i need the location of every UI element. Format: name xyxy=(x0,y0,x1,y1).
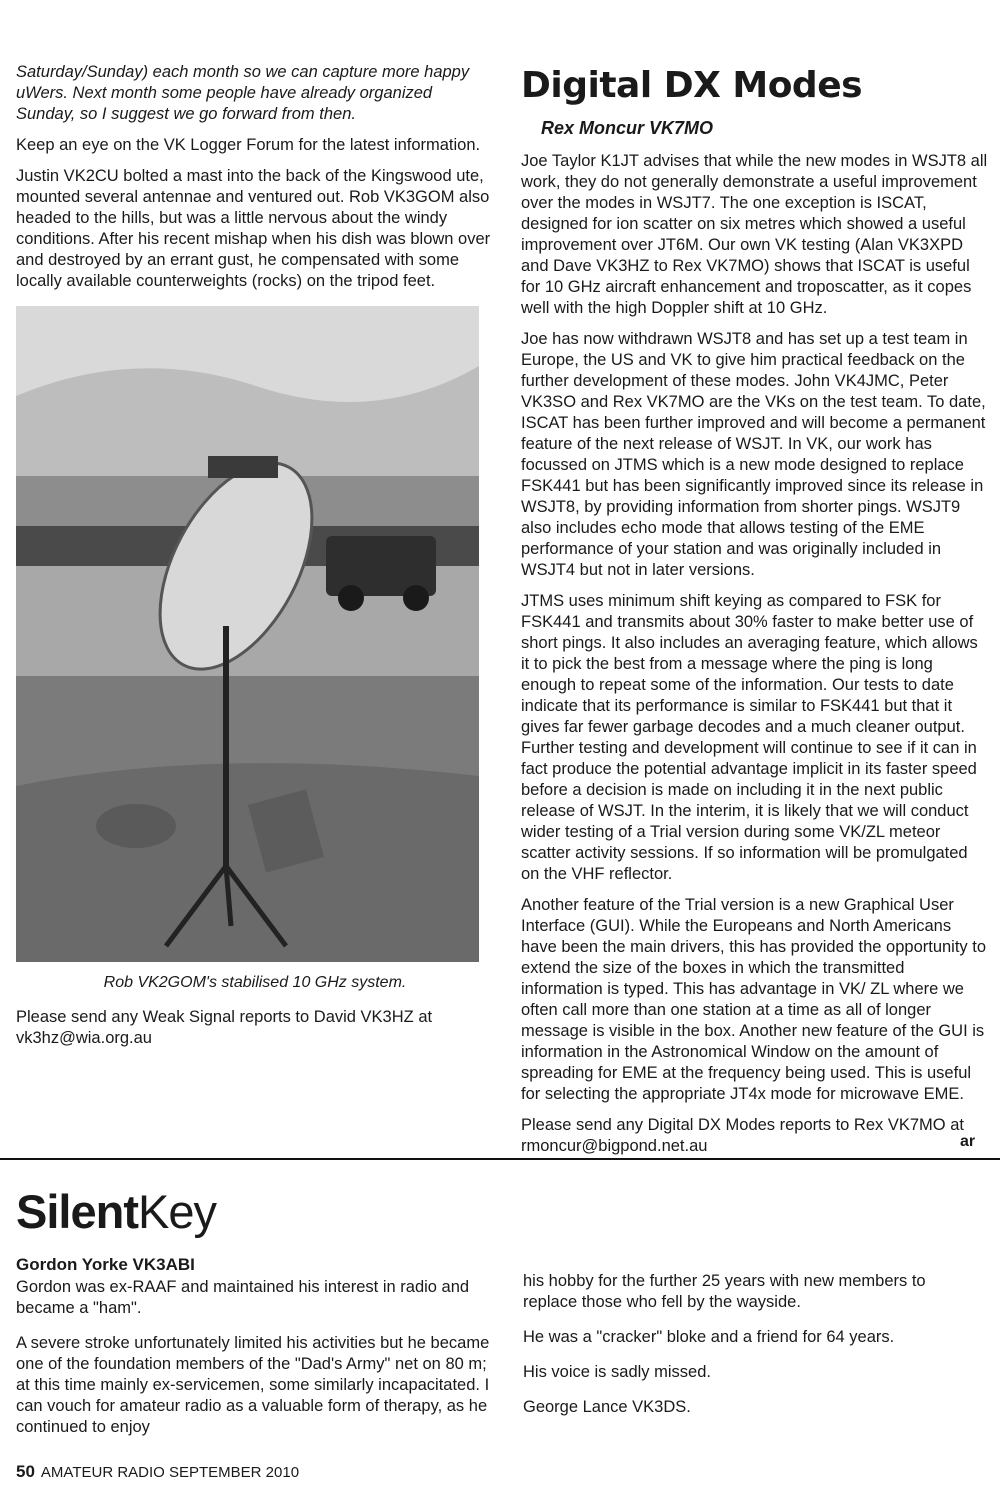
paragraph: Gordon was ex-RAAF and maintained his interest in radio and became a "ham". xyxy=(16,1278,470,1317)
photo-caption: Rob VK2GOM's stabilised 10 GHz system. xyxy=(103,974,407,991)
page-footer xyxy=(16,1462,299,1482)
paragraph: Joe has now withdrawn WSJT8 and has set up a test team in Europe, the US and VK to give him practical feedback on the further development of these modes. John VK4JMC, Peter VK3SO and Rex VK7MO are the VKs on the test team. To date, ISCAT has been further improved and will become a permanent feature of the next release of WSJT. In VK, our work has focussed on JTMS which is a new mode designed to replace FSK441 but has been significantly improved since its release in WSJT8, by providing information from shorter pings. WSJT9 also includes echo mode that allows testing of the EME performance of your station and was originally included in WSJT4 but not in later versions. xyxy=(521,330,986,579)
paragraph: He was a "cracker" bloke and a friend for 64 years. xyxy=(523,1328,895,1346)
right-column xyxy=(521,62,989,1167)
intro-paragraph: Saturday/Sunday) each month so we can capture more happy uWers. Next month some people have already organized Sunday, so I suggest we go forward from then. xyxy=(16,63,470,123)
paragraph: George Lance VK3DS. xyxy=(523,1398,691,1416)
photo-dish-antenna xyxy=(16,306,479,962)
heading-light: Key xyxy=(137,1185,216,1238)
paragraph: Joe Taylor K1JT advises that while the new modes in WSJT8 all work, they do not generally demonstrate a useful improvement over the modes in WSJT7. The one exception is ISCAT, designed for ion scatter on six metres which showed a useful improvement over JT6M. Our own VK testing (Alan VK3XPD and Dave VK3HZ to Rex VK7MO) shows that ISCAT is useful for 10 GHz aircraft enhancement and troposcatter, as it copes well with the high Doppler shift at 10 GHz. xyxy=(521,152,988,317)
page-number: 50 xyxy=(16,1462,35,1481)
paragraph: Keep an eye on the VK Logger Forum for the latest information. xyxy=(16,136,481,154)
obituary-name: Gordon Yorke VK3ABI xyxy=(16,1255,195,1274)
section-divider xyxy=(0,1158,1000,1160)
paragraph: JTMS uses minimum shift keying as compared to FSK for FSK441 and transmits about 30% faster to make better use of short pings. It also includes an averaging feature, which allows it to pick the best from a message where the ping is long enough to repeat some of the information. Our tests to date indicate that its performance is similar to FSK441 but that it gives far fewer garbage decodes and a much cleaner output. Further testing and development will continue to see if it can in fact produce the potential advantage implicit in its faster speed before a decision is made on including it in the next public release of WSJT. In the interim, it is likely that we will conduct wider testing of a Trial version during some VK/ZL meteor scatter activity sessions. If so information will be promulgated on the VHF reflector. xyxy=(521,592,978,883)
end-mark: ar xyxy=(960,1133,976,1150)
dish-photo-illustration xyxy=(16,306,479,962)
paragraph: A severe stroke unfortunately limited his activities but he became one of the foundation members of the "Dad's Army" net on 80 m; at this time mainly ex-servicemen, some similarly incapacitated. I can vouch for amateur radio as a valuable form of therapy, as he continued to enjoy xyxy=(16,1334,490,1436)
closing-paragraph: Please send any Weak Signal reports to David VK3HZ at vk3hz@wia.org.au xyxy=(16,1008,433,1047)
byline: Rex Moncur VK7MO xyxy=(541,118,714,138)
heading-bold: Silent xyxy=(16,1185,138,1238)
publication-info: AMATEUR RADIO SEPTEMBER 2010 xyxy=(40,1464,300,1481)
silent-key-heading xyxy=(16,1184,216,1240)
silent-key-left-column xyxy=(16,1255,494,1452)
paragraph: Another feature of the Trial version is a new Graphical User Interface (GUI). While the Europeans and North Americans have been the main drivers, this has provided the opportunity to extend the size of the boxes in which the transmitted information is typed. This has advantage in VK/ ZL where we often call more than one station at a time as all of longer message is visible in the box. Another new feature of the GUI is information in the Astronomical Window on the amount of spreading for EME at the frequency being used. This is useful for selecting the appropriate JT4x mode for microwave EME. xyxy=(521,896,987,1103)
section-title: Digital DX Modes xyxy=(521,65,863,106)
paragraph: Justin VK2CU bolted a mast into the back of the Kingswood ute, mounted several antennae and ventured out. Rob VK3GOM also headed to the hills, but was a little nervous about the windy conditions. After his recent mishap when his dish was blown over and destroyed by an errant gust, he compensated with some locally available counterweights (rocks) on the tripod feet. xyxy=(16,167,491,290)
left-column xyxy=(16,62,494,1059)
silent-key-right-column xyxy=(523,1271,983,1432)
paragraph: His voice is sadly missed. xyxy=(523,1363,711,1381)
paragraph: his hobby for the further 25 years with new members to replace those who fell by the wayside. xyxy=(523,1272,926,1311)
paragraph: Please send any Digital DX Modes reports to Rex VK7MO at rmoncur@bigpond.net.au xyxy=(521,1116,964,1155)
